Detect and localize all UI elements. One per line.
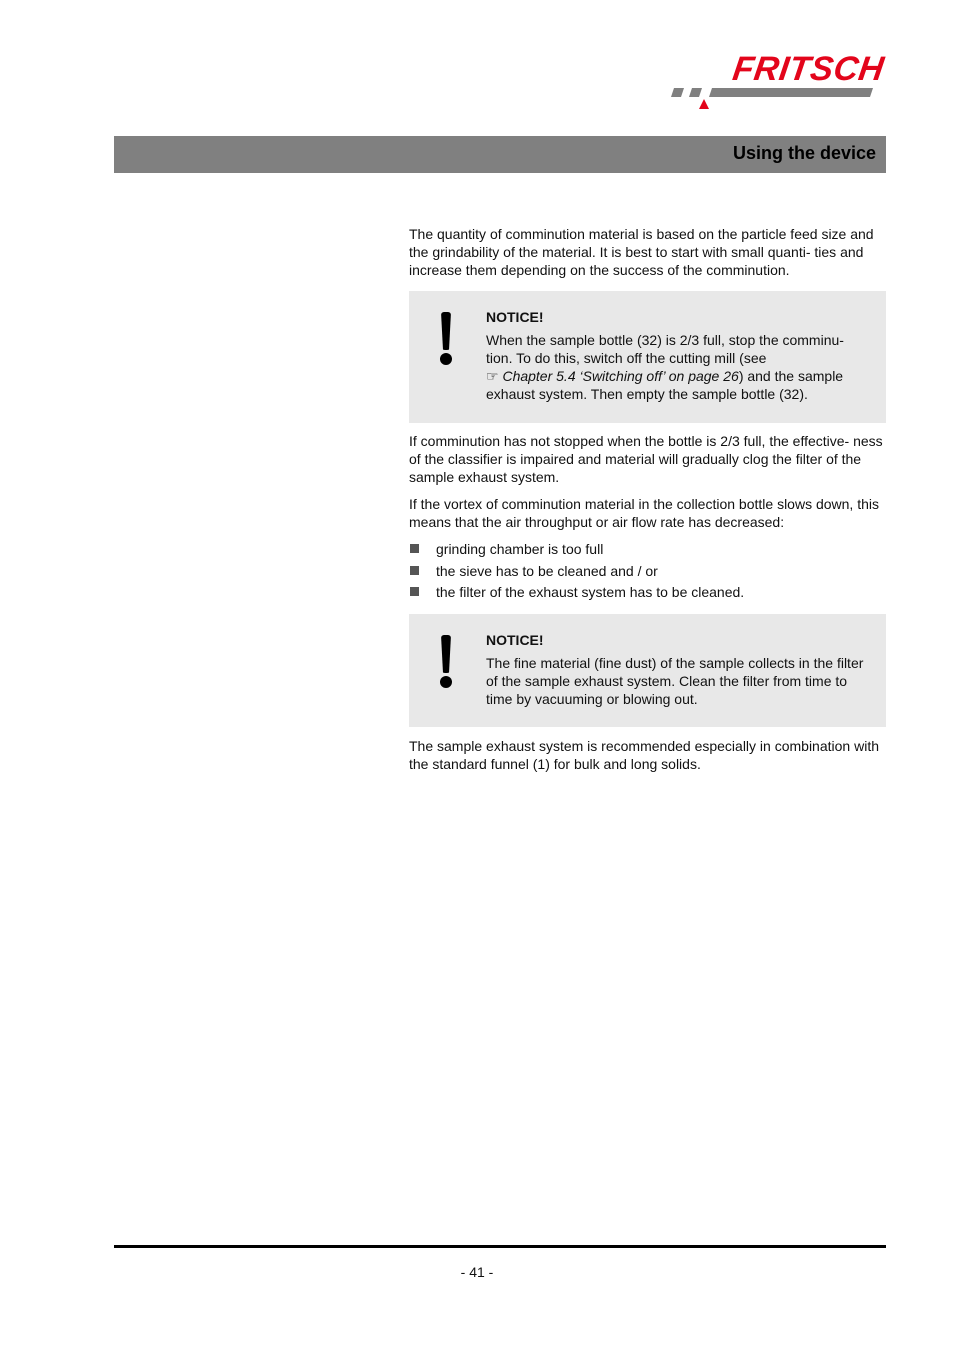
- exclamation-icon: [440, 312, 452, 365]
- list-item: the sieve has to be cleaned and / or: [409, 562, 886, 584]
- bullet-list: [409, 540, 886, 605]
- notice-heading: NOTICE!: [486, 632, 544, 648]
- notice-text: [486, 631, 871, 708]
- notice-box-bottle: [409, 291, 886, 423]
- notice-body: [486, 331, 871, 403]
- list-item: the filter of the exhaust system has to be cleaned.: [409, 583, 886, 605]
- paragraph-classifier: [409, 432, 886, 486]
- exclamation-icon: [440, 635, 452, 688]
- section-title: Using the device: [732, 143, 876, 163]
- notice-box-fine-dust: [409, 614, 886, 727]
- notice-heading: NOTICE!: [486, 309, 544, 325]
- pointing-hand-icon: ☞: [486, 368, 499, 384]
- list-item: grinding chamber is too full: [409, 540, 886, 562]
- notice-body: The fine material (fine dust) of the sample collects in the filter of the sample exhaust system. Clean the filter from time to time by vacuuming or blowing out.: [486, 655, 864, 707]
- bullet-square-icon: [410, 544, 419, 553]
- paragraph-text: If comminution has not stopped when the bottle is 2/3 full, the effective- ness of the classifier is impaired and material will gradually clog the filter of the sample exhaust system.: [409, 433, 883, 485]
- paragraph-vortex: [409, 495, 886, 531]
- notice-body-text-after: ) and the sample exhaust system. Then empty the sample bottle (32).: [486, 368, 844, 402]
- bullet-square-icon: [410, 566, 419, 575]
- chapter-reference-link[interactable]: Chapter 5.4 ‘Switching off’ on page 26: [502, 368, 739, 384]
- page-number: - 41 -: [460, 1264, 494, 1280]
- fritsch-logo: [668, 50, 888, 112]
- bullet-square-icon: [410, 587, 419, 596]
- footer-divider: [114, 1245, 886, 1248]
- notice-text: [486, 308, 871, 403]
- notice-body-text: When the sample bottle (32) is 2/3 full, stop the comminu- tion. To do this, switch off the cutting mill (see: [486, 332, 844, 366]
- section-header-bar: [114, 136, 886, 173]
- paragraph-recommendation: [409, 737, 886, 773]
- paragraph-text: The sample exhaust system is recommended especially in combination with the standard funnel (1) for bulk and long solids.: [409, 738, 879, 772]
- logo-wordmark: FRITSCH: [730, 50, 887, 88]
- paragraph-quantity: [409, 225, 886, 279]
- paragraph-text: The quantity of comminution material is based on the particle feed size and the grindability of the material. It is best to start with small quanti- ties and increase them depending on the success of the comminution.: [409, 226, 874, 278]
- paragraph-text: If the vortex of comminution material in the collection bottle slows down, this means that the air throughput or air flow rate has decreased:: [409, 496, 879, 530]
